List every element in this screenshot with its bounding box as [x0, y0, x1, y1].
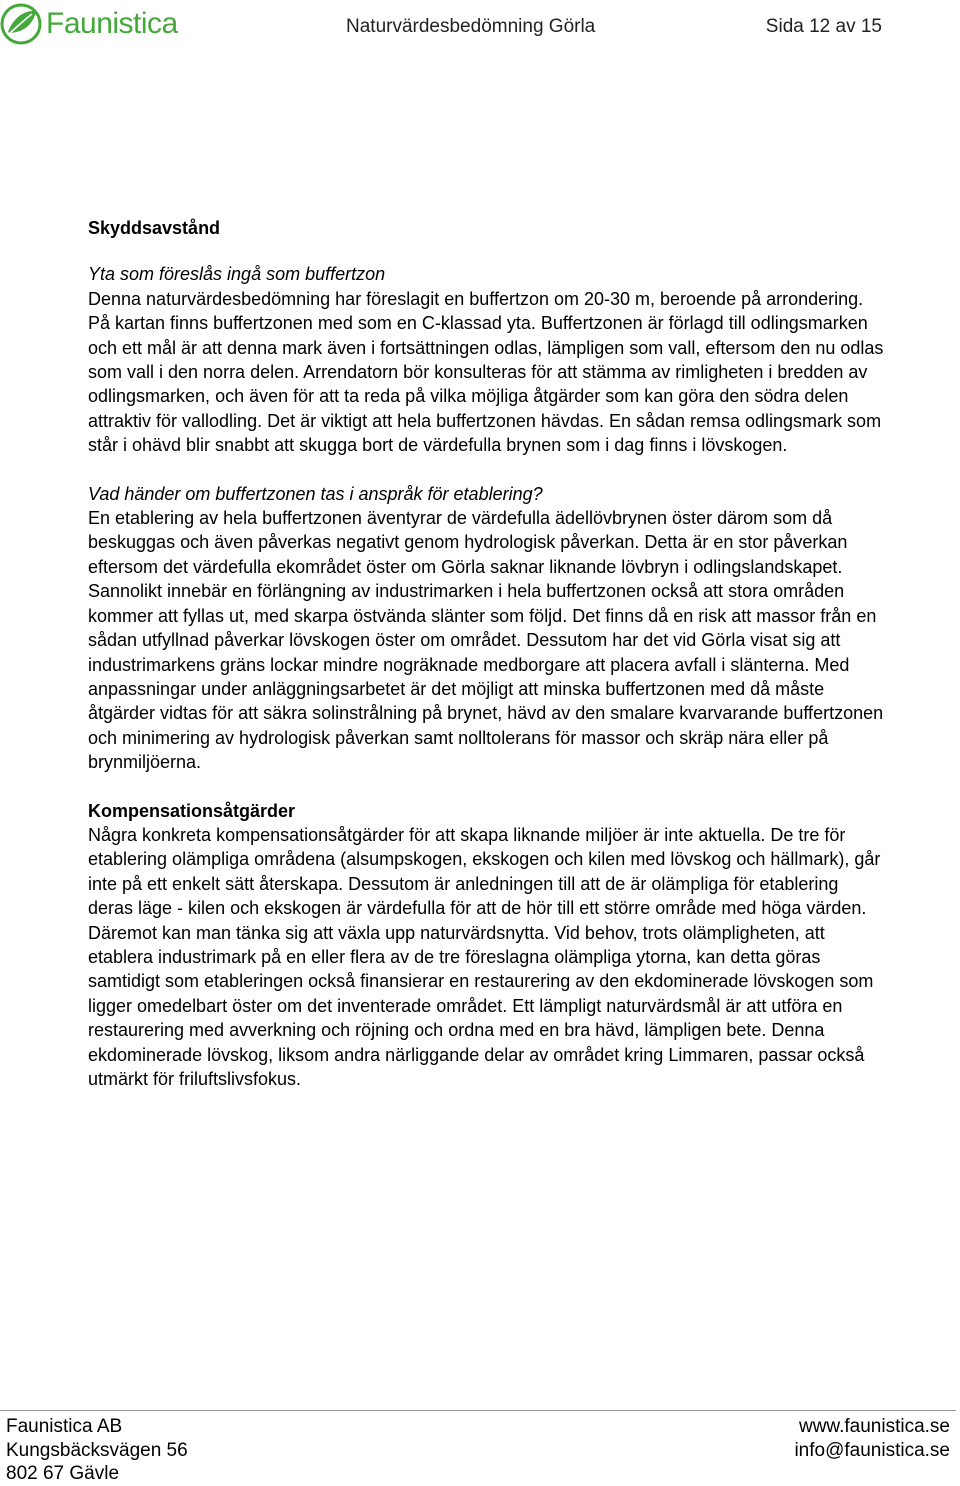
leaf-logo-icon [0, 2, 44, 46]
page-footer [0, 1410, 960, 1483]
paragraph-etablering: En etablering av hela buffertzonen äventyrar de värdefulla ädellövbrynen öster därom som då beskuggas och även påverkas negativt genom hydrologisk påverkan. Detta är en stor påverkan eftersom det värdefulla ekområdet öster om Görla saknar liknande lövbryn i odlingslandskapet. Sannolikt innebär en förlängning av industrimarken i hela buffertzonen också att stora områden kommer att fyllas ut, med skarpa östvända slänter som följd. Det finns då en risk att massor från en sådan utfyllnad påverkar lövskogen öster om området. Dessutom har det vid Görla visat sig att industrimarkens gräns lockar mindre nogräknade medborgare att placera avfall i slänterna. Med anpassningar under anläggningsarbetet är det möjligt att minska buffertzonen med då måste åtgärder vidtas för att säkra solinstrålning på brynet, hävd av den smalare kvarvarande buffertzonen och minimering av hydrologisk påverkan samt nolltolerans för massor och skräp nära eller på brynmiljöerna. [88, 508, 884, 773]
page-number: Sida 12 av 15 [765, 16, 882, 37]
subheading-buffertzon: Yta som föreslås ingå som buffertzon [88, 264, 386, 285]
footer-street: Kungsbäcksvägen 56 [6, 1439, 188, 1461]
footer-contact [794, 1415, 950, 1462]
paragraph-buffertzon: Denna naturvärdesbedömning har föreslagit en buffertzon om 20-30 m, beroende på arrondering. På kartan finns buffertzonen med som en C-klassad yta. Buffertzonen är förlagd till odlingsmarken och ett mål är att denna mark även i fortsättningen odlas, lämpligen som vall, eftersom den nu odlas som vall i den norra delen. Arrendatorn bör konsulteras för att stämma av rimligheten i bredden av odlingsmarken, och även för att ta reda på vilka möjliga åtgärder som kan göra den södra delen attraktiv för vallodling. Det är viktigt att hela buffertzonen hävdas. En sådan remsa odlingsmark som står i ohävd blir snabbt att skugga bort de värdefulla brynen som i dag finns i lövskogen. [88, 288, 884, 456]
paragraph-kompensation: Några konkreta kompensationsåtgärder för att skapa liknande miljöer är inte aktuella. De tre för etablering olämpliga områdena (alsumpskogen, ekskogen och kilen med lövskog och hällmark), går inte på ett enkelt sätt återskapa. Dessutom är anledningen till att de är olämpliga för etablering deras läge - kilen och ekskogen är värdefulla för att de hör till ett större område med höga värden. Däremot kan man tänka sig att växla upp naturvärdsnytta. Vid behov, trots olämpligheten, att etablera industrimark på en eller flera av de tre föreslagna olämpliga ytorna, kan detta göras samtidigt som etableringen också finansierar en restaurering av den ekdominerade lövskogen som ligger omedelbart öster om det inventerade området. Ett lämpligt naturvärdsmål är att utföra en restaurering med avverkning och röjning och ordna med en bra hävd, lämpligen bete. Denna ekdominerade lövskog, liksom andra närliggande delar av området kring Limmaren, passar också utmärkt för friluftslivsfokus. [88, 824, 881, 1089]
logo-text: Faunistica [46, 7, 178, 40]
footer-city: 802 67 Gävle [6, 1463, 120, 1484]
document-body [88, 216, 888, 1091]
document-title: Naturvärdesbedömning Görla [346, 16, 596, 37]
footer-website: www.faunistica.se [798, 1416, 950, 1437]
footer-email: info@faunistica.se [794, 1439, 950, 1461]
faunistica-logo [0, 2, 178, 46]
heading-kompensation: Kompensationsåtgärder [88, 800, 296, 821]
subheading-etablering: Vad händer om buffertzonen tas i anspråk för etablering? [88, 483, 543, 504]
footer-address [6, 1415, 188, 1486]
heading-skyddsavstand: Skyddsavstånd [88, 218, 221, 238]
footer-company: Faunistica AB [6, 1416, 123, 1437]
footer-divider [0, 1410, 956, 1411]
page-header [0, 0, 960, 60]
